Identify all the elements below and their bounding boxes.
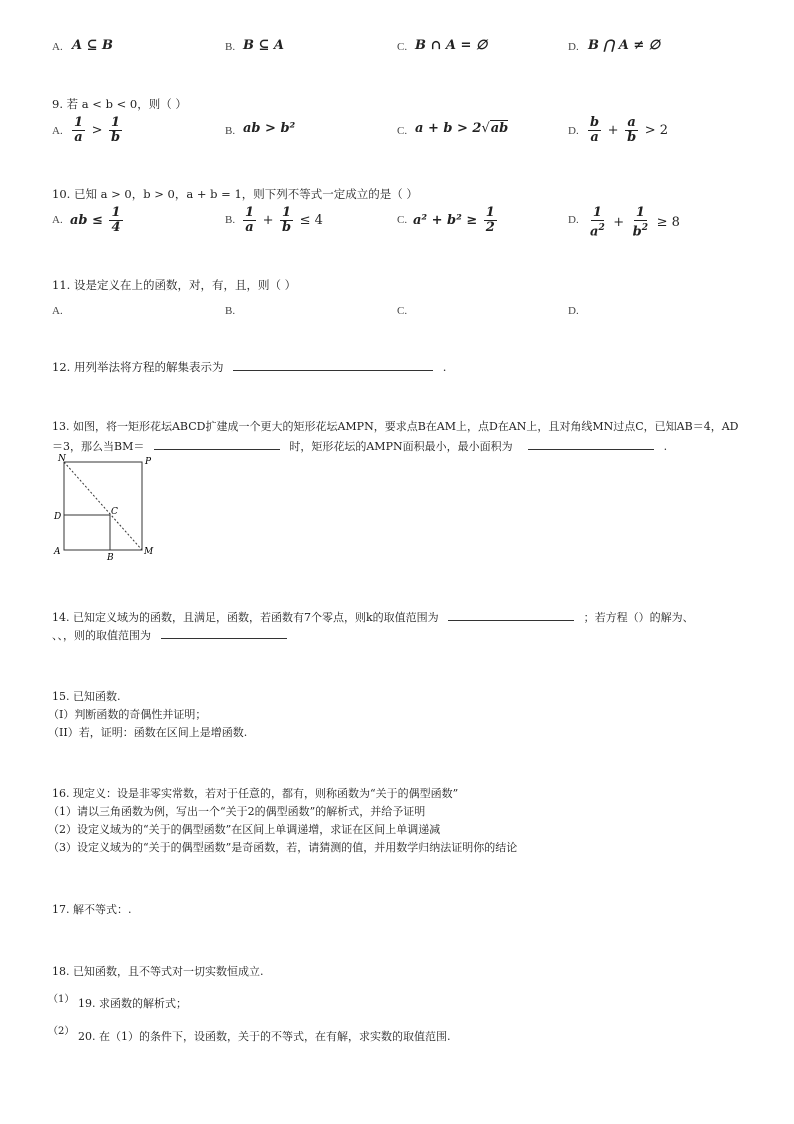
q10-label-d: D. (568, 214, 579, 226)
point-c: C (111, 507, 118, 517)
q10-option-c: a² + b² ≥ $\frac{1}{2}$ (413, 205, 495, 235)
q13-line2-a: ＝3，那么当BM＝ (52, 440, 145, 453)
q10-option-c-text: a² + b² ≥ (413, 213, 478, 228)
point-p: P (145, 457, 152, 467)
q14-range-blank[interactable] (161, 626, 287, 639)
q18-stem: 18. 已知函数，且不等式对一切实数恒成立. (52, 965, 264, 978)
q9-option-b: ab > b² (243, 121, 296, 136)
q13-bm-blank[interactable] (154, 437, 280, 450)
q14-line1 (52, 608, 694, 625)
q9-option-c-text: a + b > 2 (415, 121, 482, 136)
q8-option-c: B ∩ A = ∅ (415, 38, 488, 53)
q12-period: . (442, 360, 447, 374)
q10-label-b: B. (225, 214, 236, 226)
point-b: B (107, 553, 114, 562)
q8-label-b: B. (225, 41, 236, 53)
q15-part1: （I）判断函数的奇偶性并证明； (48, 708, 207, 721)
q12-text: 12. 用列举法将方程的解集表示为 (52, 360, 224, 374)
q8-label-d: D. (568, 41, 579, 53)
q9-label-b: B. (225, 125, 236, 137)
q13-area-blank[interactable] (528, 437, 654, 450)
q9-option-c-radicand: ab (490, 121, 509, 136)
q15-part2: （II）若，证明：函数在区间上是增函数. (48, 726, 248, 739)
q9-stem: 9. 若 a < b < 0，则（ ） (52, 97, 187, 111)
q9-option-d: $\frac{b}{a}$ + $\frac{a}{b}$ > 2 (590, 115, 668, 145)
q12-answer-blank[interactable] (233, 358, 433, 371)
diagonal-mn (64, 462, 142, 550)
q16-part3: （3）设定义域为的“关于的偶型函数”是奇函数，若，请猜测的值，并用数学归纳法证明你的结论 (48, 841, 518, 854)
q18-sub1-tag: （1） (48, 994, 75, 1005)
q10-stem: 10. 已知 a > 0，b > 0，a + b = 1，则下列不等式一定成立的是（ ） (52, 187, 418, 201)
q9-label-a: A. (52, 125, 63, 137)
q13-line2-c: . (663, 440, 668, 453)
q11-stem: 11. 设是定义在上的函数，对，有，且，则（ ） (52, 278, 297, 292)
q8-option-b: B ⊆ A (243, 38, 285, 53)
q14-line1-b: ；若方程（）的解为、 (583, 611, 694, 624)
point-m: M (144, 547, 154, 557)
q18-sub2: 20. 在（1）的条件下，设函数，关于的不等式，在有解，求实数的取值范围. (78, 1030, 451, 1043)
q10-label-a: A. (52, 214, 63, 226)
q10-label-c: C. (397, 214, 408, 226)
q9-option-c: a + b > 2√ab (415, 121, 509, 136)
q13-figure (50, 452, 165, 562)
point-n: N (58, 454, 66, 464)
q10-option-a: ab ≤ $\frac{1}{4}$ (70, 205, 121, 235)
q8-option-a: A ⊆ B (72, 38, 114, 53)
q10-option-a-text: ab ≤ (70, 213, 103, 228)
q13-line2-b: 时，矩形花坛的AMPN面积最小，最小面积为 (289, 440, 513, 453)
q14-k-blank[interactable] (448, 608, 574, 621)
q16-stem: 16. 现定义：设是非零实常数，若对于任意的，都有，则称函数为“关于的偶型函数” (52, 787, 459, 800)
q11-label-b: B. (225, 305, 236, 317)
q18-sub2-tag: （2） (48, 1026, 75, 1037)
q14-line2 (52, 626, 287, 643)
q14-line2-text: 、、，则的取值范围为 (52, 629, 151, 642)
q17-stem: 17. 解不等式：. (52, 903, 132, 916)
point-a: A (54, 547, 61, 557)
point-d: D (54, 512, 62, 522)
q18-sub1: 19. 求函数的解析式； (78, 997, 187, 1010)
q9-label-c: C. (397, 125, 408, 137)
q13-line1: 13. 如图，将一矩形花坛ABCD扩建成一个更大的矩形花坛AMPN，要求点B在AM上，点D在AN上，且对角线MN过点C，已知AB＝4，AD (52, 420, 739, 433)
q9-option-a: $\frac{1}{a}$ > $\frac{1}{b}$ (74, 115, 121, 145)
q9-label-d: D. (568, 125, 579, 137)
q12-stem (52, 358, 446, 375)
q16-part2: （2）设定义域为的“关于的偶型函数”在区间上单调递增，求证在区间上单调递减 (48, 823, 441, 836)
q8-option-d: B ⋂ A ≠ ∅ (588, 38, 661, 53)
q14-line1-a: 14. 已知定义域为的函数，且满足，函数，若函数有7个零点，则k的取值范围为 (52, 611, 439, 624)
rect-abcd (64, 515, 110, 550)
q8-label-a: A. (52, 41, 63, 53)
q8-label-c: C. (397, 41, 408, 53)
q11-label-c: C. (397, 305, 408, 317)
q10-option-d: $\frac{1}{a^2}$ + $\frac{1}{b^2}$ ≥ 8 (590, 205, 680, 240)
q11-label-a: A. (52, 305, 63, 317)
q11-label-d: D. (568, 305, 579, 317)
q16-part1: （1）请以三角函数为例，写出一个“关于2的偶型函数”的解析式，并给予证明 (48, 805, 426, 818)
q10-option-b: $\frac{1}{a}$ + $\frac{1}{b}$ ≤ 4 (245, 205, 323, 235)
q15-stem: 15. 已知函数. (52, 690, 121, 703)
